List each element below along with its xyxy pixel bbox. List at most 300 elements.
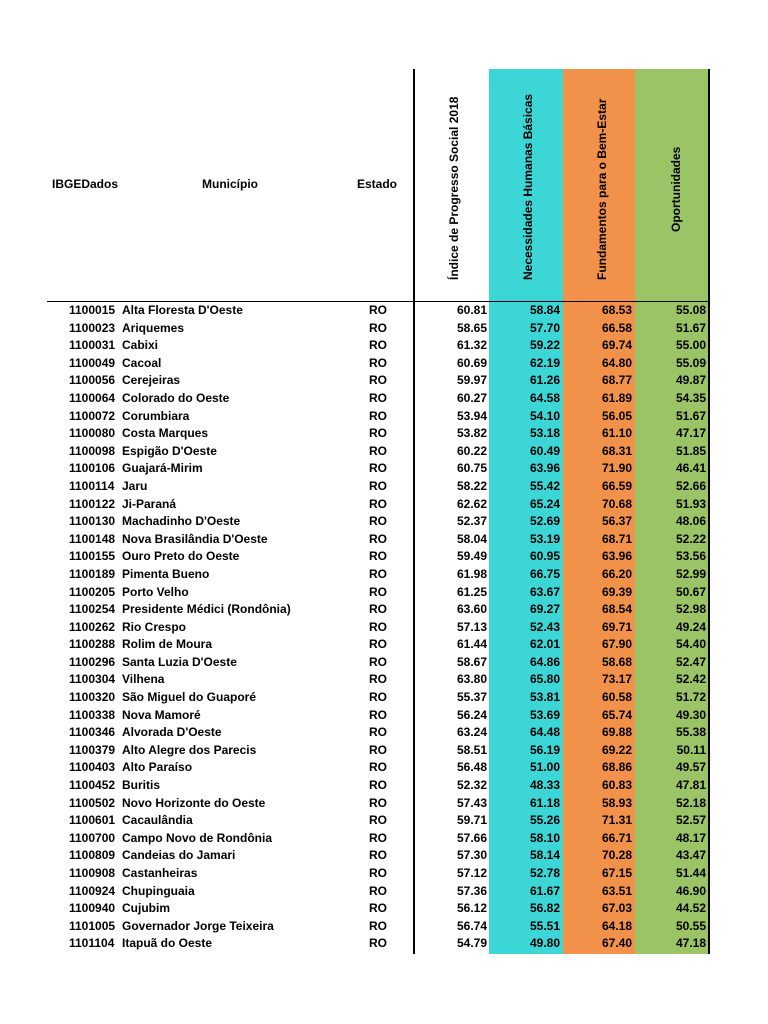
cell-code: 1100452 bbox=[69, 778, 116, 793]
cell-nhb: 53.81 bbox=[529, 690, 560, 705]
cell-municipio: Nova Brasilândia D'Oeste bbox=[122, 531, 268, 546]
cell-code: 1100122 bbox=[69, 496, 116, 511]
cell-code: 1100924 bbox=[69, 883, 116, 898]
cell-fbe: 60.58 bbox=[601, 690, 632, 705]
header-ips: Índice de Progresso Social 2018 bbox=[447, 96, 461, 280]
table-row bbox=[0, 671, 768, 689]
cell-nhb: 53.19 bbox=[529, 531, 560, 546]
table-row bbox=[0, 689, 768, 707]
cell-code: 1100320 bbox=[69, 690, 116, 705]
cell-nhb: 60.49 bbox=[529, 443, 560, 458]
cell-code: 1100049 bbox=[69, 355, 116, 370]
table-row bbox=[0, 865, 768, 883]
cell-nhb: 58.10 bbox=[529, 830, 560, 845]
cell-nhb: 63.96 bbox=[529, 461, 560, 476]
cell-opp: 43.47 bbox=[675, 848, 706, 863]
cell-fbe: 68.54 bbox=[601, 602, 632, 617]
cell-ips: 57.36 bbox=[456, 883, 487, 898]
cell-fbe: 67.15 bbox=[601, 866, 632, 880]
cell-nhb: 52.69 bbox=[529, 514, 560, 529]
table-row bbox=[0, 478, 768, 496]
cell-ips: 52.32 bbox=[456, 778, 487, 793]
cell-opp: 52.99 bbox=[675, 566, 706, 581]
cell-ips: 60.27 bbox=[456, 390, 487, 405]
table-row bbox=[0, 601, 768, 619]
table-row bbox=[0, 513, 768, 531]
cell-nhb: 49.80 bbox=[529, 936, 560, 951]
cell-estado: RO bbox=[369, 373, 387, 388]
cell-estado: RO bbox=[369, 514, 387, 529]
cell-fbe: 66.59 bbox=[601, 478, 632, 493]
cell-estado: RO bbox=[369, 602, 387, 617]
cell-opp: 51.67 bbox=[675, 320, 706, 335]
cell-ips: 58.04 bbox=[456, 531, 487, 546]
cell-ips: 57.66 bbox=[456, 830, 487, 845]
cell-opp: 46.41 bbox=[675, 461, 706, 476]
cell-fbe: 69.71 bbox=[601, 619, 632, 634]
cell-estado: RO bbox=[369, 690, 387, 705]
cell-ips: 59.49 bbox=[456, 549, 487, 564]
cell-fbe: 61.89 bbox=[601, 390, 632, 405]
cell-fbe: 69.74 bbox=[601, 338, 632, 353]
cell-ips: 58.51 bbox=[456, 742, 487, 757]
cell-fbe: 66.58 bbox=[601, 320, 632, 335]
cell-opp: 52.57 bbox=[675, 813, 706, 828]
cell-code: 1100254 bbox=[69, 602, 116, 617]
header-estado: Estado bbox=[357, 177, 398, 191]
cell-ips: 59.97 bbox=[456, 373, 487, 388]
table-row bbox=[0, 584, 768, 602]
cell-estado: RO bbox=[369, 742, 387, 757]
cell-nhb: 64.58 bbox=[529, 390, 560, 405]
cell-fbe: 67.90 bbox=[601, 637, 632, 652]
cell-fbe: 66.20 bbox=[601, 566, 632, 581]
cell-municipio: Vilhena bbox=[122, 672, 165, 687]
cell-estado: RO bbox=[369, 426, 387, 441]
cell-ips: 55.37 bbox=[456, 690, 487, 705]
cell-ips: 56.74 bbox=[456, 918, 487, 933]
table-row bbox=[0, 724, 768, 742]
cell-estado: RO bbox=[369, 795, 387, 810]
table-row bbox=[0, 830, 768, 848]
cell-nhb: 55.42 bbox=[529, 478, 560, 493]
cell-estado: RO bbox=[369, 584, 387, 599]
cell-opp: 50.11 bbox=[676, 742, 706, 757]
cell-ips: 63.24 bbox=[456, 725, 487, 740]
cell-fbe: 69.22 bbox=[601, 742, 632, 757]
table-row bbox=[0, 531, 768, 549]
cell-municipio: Colorado do Oeste bbox=[122, 390, 230, 405]
cell-opp: 48.06 bbox=[675, 514, 706, 529]
cell-estado: RO bbox=[369, 813, 387, 828]
table-row bbox=[0, 935, 768, 953]
cell-code: 1100809 bbox=[69, 848, 116, 863]
cell-municipio: Ouro Preto do Oeste bbox=[122, 549, 240, 564]
cell-ips: 61.44 bbox=[456, 637, 487, 652]
cell-ips: 56.48 bbox=[456, 760, 487, 775]
cell-opp: 51.67 bbox=[675, 408, 706, 423]
cell-code: 1100700 bbox=[69, 830, 116, 845]
cell-estado: RO bbox=[369, 672, 387, 687]
cell-municipio: Pimenta Bueno bbox=[122, 566, 210, 581]
cell-opp: 52.42 bbox=[675, 672, 706, 687]
cell-fbe: 58.93 bbox=[601, 795, 632, 810]
cell-nhb: 54.10 bbox=[529, 408, 560, 423]
cell-estado: RO bbox=[369, 918, 387, 933]
cell-estado: RO bbox=[369, 619, 387, 634]
cell-nhb: 52.78 bbox=[529, 866, 560, 880]
cell-code: 1100031 bbox=[69, 338, 116, 353]
table-row bbox=[0, 337, 768, 355]
cell-fbe: 64.80 bbox=[601, 355, 632, 370]
cell-code: 1100346 bbox=[69, 725, 116, 740]
cell-opp: 49.57 bbox=[675, 760, 706, 775]
cell-nhb: 56.82 bbox=[529, 901, 560, 916]
cell-fbe: 69.88 bbox=[601, 725, 632, 740]
cell-opp: 48.17 bbox=[675, 830, 706, 845]
cell-opp: 47.18 bbox=[675, 936, 706, 951]
table-row bbox=[0, 320, 768, 338]
cell-opp: 47.81 bbox=[675, 778, 706, 793]
cell-municipio: Alvorada D'Oeste bbox=[122, 725, 222, 740]
cell-ips: 61.98 bbox=[456, 566, 487, 581]
cell-estado: RO bbox=[369, 355, 387, 370]
cell-municipio: Novo Horizonte do Oeste bbox=[122, 795, 266, 810]
cell-municipio: Cacoal bbox=[122, 355, 162, 370]
cell-opp: 49.30 bbox=[675, 707, 706, 722]
cell-ips: 53.82 bbox=[456, 426, 487, 441]
cell-municipio: Rio Crespo bbox=[122, 619, 187, 634]
cell-opp: 51.85 bbox=[675, 443, 706, 458]
cell-municipio: Rolim de Moura bbox=[122, 637, 213, 652]
cell-nhb: 53.69 bbox=[529, 707, 560, 722]
cell-estado: RO bbox=[369, 408, 387, 423]
cell-estado: RO bbox=[369, 866, 387, 880]
cell-opp: 49.24 bbox=[675, 619, 706, 634]
table-row bbox=[0, 707, 768, 725]
cell-code: 1100098 bbox=[69, 443, 116, 458]
table-row bbox=[0, 548, 768, 566]
table-row bbox=[0, 654, 768, 672]
cell-estado: RO bbox=[369, 531, 387, 546]
cell-fbe: 69.39 bbox=[601, 584, 632, 599]
cell-opp: 54.35 bbox=[675, 390, 706, 405]
cell-municipio: Alto Paraíso bbox=[122, 760, 193, 775]
cell-fbe: 70.28 bbox=[601, 848, 632, 863]
cell-code: 1100080 bbox=[69, 426, 116, 441]
cell-fbe: 63.96 bbox=[601, 549, 632, 564]
cell-fbe: 58.68 bbox=[601, 654, 632, 669]
cell-code: 1100023 bbox=[69, 320, 116, 335]
cell-ips: 59.71 bbox=[456, 813, 487, 828]
cell-nhb: 61.67 bbox=[529, 883, 560, 898]
cell-nhb: 58.14 bbox=[529, 848, 560, 863]
cell-municipio: Cujubim bbox=[122, 901, 170, 916]
cell-ips: 60.81 bbox=[456, 303, 487, 317]
cell-nhb: 55.26 bbox=[529, 813, 560, 828]
table-row bbox=[0, 302, 768, 320]
cell-nhb: 48.33 bbox=[529, 778, 560, 793]
header-ibge: IBGEDados bbox=[52, 177, 119, 191]
cell-nhb: 64.86 bbox=[529, 654, 560, 669]
cell-fbe: 68.86 bbox=[601, 760, 632, 775]
cell-code: 1100114 bbox=[69, 478, 115, 493]
cell-municipio: Guajará-Mirim bbox=[122, 461, 203, 476]
cell-nhb: 51.00 bbox=[529, 760, 560, 775]
cell-municipio: Cacaulândia bbox=[122, 813, 193, 828]
table-row bbox=[0, 496, 768, 514]
cell-opp: 51.93 bbox=[675, 496, 706, 511]
header-nhb: Necessidades Humanas Básicas bbox=[521, 93, 535, 280]
cell-estado: RO bbox=[369, 707, 387, 722]
cell-opp: 52.22 bbox=[675, 531, 706, 546]
cell-code: 1100155 bbox=[69, 549, 116, 564]
cell-estado: RO bbox=[369, 338, 387, 353]
cell-municipio: Alta Floresta D'Oeste bbox=[122, 303, 243, 317]
cell-nhb: 62.01 bbox=[529, 637, 560, 652]
cell-fbe: 56.37 bbox=[601, 514, 632, 529]
cell-opp: 52.66 bbox=[675, 478, 706, 493]
cell-municipio: Candeias do Jamari bbox=[122, 848, 236, 863]
cell-opp: 52.98 bbox=[675, 602, 706, 617]
cell-opp: 52.18 bbox=[675, 795, 706, 810]
cell-fbe: 67.40 bbox=[601, 936, 632, 951]
cell-estado: RO bbox=[369, 320, 387, 335]
cell-fbe: 60.83 bbox=[601, 778, 632, 793]
cell-opp: 55.00 bbox=[675, 338, 706, 353]
cell-code: 1100262 bbox=[69, 619, 116, 634]
cell-code: 1100056 bbox=[69, 373, 116, 388]
cell-estado: RO bbox=[369, 936, 387, 951]
cell-opp: 55.09 bbox=[675, 355, 706, 370]
table-row bbox=[0, 900, 768, 918]
table-row bbox=[0, 460, 768, 478]
cell-municipio: Itapuã do Oeste bbox=[122, 936, 213, 951]
table-row bbox=[0, 619, 768, 637]
cell-ips: 53.94 bbox=[456, 408, 487, 423]
cell-opp: 55.38 bbox=[675, 725, 706, 740]
header-opp: Oportunidades bbox=[669, 146, 683, 232]
cell-opp: 51.44 bbox=[675, 866, 706, 880]
cell-code: 1100296 bbox=[69, 654, 116, 669]
cell-estado: RO bbox=[369, 901, 387, 916]
cell-ips: 57.43 bbox=[456, 795, 487, 810]
cell-ips: 56.24 bbox=[456, 707, 487, 722]
table-row bbox=[0, 355, 768, 373]
cell-estado: RO bbox=[369, 496, 387, 511]
cell-code: 1100189 bbox=[69, 566, 116, 581]
cell-nhb: 59.22 bbox=[529, 338, 560, 353]
cell-opp: 50.67 bbox=[675, 584, 706, 599]
cell-estado: RO bbox=[369, 637, 387, 652]
cell-opp: 50.55 bbox=[675, 918, 706, 933]
cell-estado: RO bbox=[369, 303, 387, 317]
cell-code: 1101104 bbox=[69, 936, 115, 951]
table-row bbox=[0, 443, 768, 461]
cell-fbe: 71.31 bbox=[601, 813, 632, 828]
cell-code: 1100304 bbox=[69, 672, 116, 687]
table-row bbox=[0, 408, 768, 426]
table-row bbox=[0, 759, 768, 777]
cell-municipio: Espigão D'Oeste bbox=[122, 443, 217, 458]
cell-municipio: São Miguel do Guaporé bbox=[122, 690, 257, 705]
cell-code: 1100130 bbox=[69, 514, 116, 529]
cell-code: 1100601 bbox=[69, 813, 116, 828]
cell-municipio: Nova Mamoré bbox=[122, 707, 201, 722]
cell-estado: RO bbox=[369, 390, 387, 405]
cell-fbe: 68.31 bbox=[601, 443, 632, 458]
cell-ips: 56.12 bbox=[456, 901, 487, 916]
cell-nhb: 64.48 bbox=[529, 725, 560, 740]
cell-code: 1100015 bbox=[69, 303, 116, 317]
cell-fbe: 63.51 bbox=[601, 883, 632, 898]
cell-code: 1100403 bbox=[69, 760, 116, 775]
cell-nhb: 61.18 bbox=[529, 795, 560, 810]
cell-code: 1100064 bbox=[69, 390, 116, 405]
cell-opp: 53.56 bbox=[675, 549, 706, 564]
cell-ips: 63.80 bbox=[456, 672, 487, 687]
cell-municipio: Ariquemes bbox=[122, 320, 185, 335]
cell-municipio: Buritis bbox=[122, 778, 161, 793]
cell-nhb: 57.70 bbox=[529, 320, 560, 335]
cell-code: 1100148 bbox=[69, 531, 116, 546]
cell-code: 1100908 bbox=[69, 866, 116, 880]
cell-municipio: Alto Alegre dos Parecis bbox=[122, 742, 257, 757]
cell-estado: RO bbox=[369, 760, 387, 775]
table-row bbox=[0, 566, 768, 584]
cell-fbe: 68.53 bbox=[601, 303, 632, 317]
cell-fbe: 70.68 bbox=[601, 496, 632, 511]
cell-municipio: Jaru bbox=[122, 478, 148, 493]
cell-opp: 47.17 bbox=[675, 426, 706, 441]
table-row bbox=[0, 372, 768, 390]
table-row bbox=[0, 918, 768, 936]
cell-nhb: 66.75 bbox=[529, 566, 560, 581]
cell-municipio: Santa Luzia D'Oeste bbox=[122, 654, 237, 669]
table-row bbox=[0, 425, 768, 443]
cell-municipio: Castanheiras bbox=[122, 866, 198, 880]
cell-municipio: Cerejeiras bbox=[122, 373, 181, 388]
cell-fbe: 56.05 bbox=[601, 408, 632, 423]
cell-code: 1100338 bbox=[69, 707, 116, 722]
cell-opp: 44.52 bbox=[675, 901, 706, 916]
cell-ips: 52.37 bbox=[456, 514, 487, 529]
cell-fbe: 68.71 bbox=[601, 531, 632, 546]
cell-nhb: 65.80 bbox=[529, 672, 560, 687]
cell-municipio: Chupinguaia bbox=[122, 883, 195, 898]
cell-code: 1100502 bbox=[69, 795, 116, 810]
cell-nhb: 52.43 bbox=[529, 619, 560, 634]
cell-code: 1100379 bbox=[69, 742, 116, 757]
table-row bbox=[0, 847, 768, 865]
cell-fbe: 68.77 bbox=[601, 373, 632, 388]
cell-municipio: Governador Jorge Teixeira bbox=[122, 918, 274, 933]
cell-ips: 60.22 bbox=[456, 443, 487, 458]
table-body bbox=[0, 302, 768, 953]
cell-nhb: 60.95 bbox=[529, 549, 560, 564]
cell-nhb: 62.19 bbox=[529, 355, 560, 370]
cell-municipio: Costa Marques bbox=[122, 426, 209, 441]
header-fbe: Fundamentos para o Bem-Estar bbox=[595, 98, 609, 280]
cell-municipio: Ji-Paraná bbox=[122, 496, 177, 511]
cell-estado: RO bbox=[369, 549, 387, 564]
cell-ips: 60.75 bbox=[456, 461, 487, 476]
cell-municipio: Campo Novo de Rondônia bbox=[122, 830, 272, 845]
table-row bbox=[0, 390, 768, 408]
cell-ips: 62.62 bbox=[456, 496, 487, 511]
cell-ips: 58.67 bbox=[456, 654, 487, 669]
cell-fbe: 73.17 bbox=[601, 672, 632, 687]
cell-estado: RO bbox=[369, 566, 387, 581]
table-row bbox=[0, 812, 768, 830]
cell-estado: RO bbox=[369, 883, 387, 898]
cell-opp: 52.47 bbox=[675, 654, 706, 669]
cell-ips: 60.69 bbox=[456, 355, 487, 370]
cell-nhb: 55.51 bbox=[529, 918, 560, 933]
cell-code: 1101005 bbox=[69, 918, 116, 933]
table-row bbox=[0, 636, 768, 654]
cell-code: 1100072 bbox=[69, 408, 116, 423]
cell-fbe: 65.74 bbox=[601, 707, 632, 722]
cell-opp: 46.90 bbox=[675, 883, 706, 898]
cell-nhb: 63.67 bbox=[529, 584, 560, 599]
cell-opp: 49.87 bbox=[675, 373, 706, 388]
cell-estado: RO bbox=[369, 778, 387, 793]
cell-estado: RO bbox=[369, 830, 387, 845]
cell-estado: RO bbox=[369, 725, 387, 740]
table-row bbox=[0, 742, 768, 760]
cell-code: 1100288 bbox=[69, 637, 116, 652]
cell-code: 1100940 bbox=[69, 901, 116, 916]
cell-opp: 55.08 bbox=[675, 303, 706, 317]
cell-nhb: 53.18 bbox=[529, 426, 560, 441]
cell-ips: 61.25 bbox=[456, 584, 487, 599]
cell-nhb: 56.19 bbox=[529, 742, 560, 757]
table-row bbox=[0, 883, 768, 901]
cell-municipio: Corumbiara bbox=[122, 408, 190, 423]
cell-estado: RO bbox=[369, 478, 387, 493]
cell-ips: 61.32 bbox=[456, 338, 487, 353]
cell-fbe: 66.71 bbox=[601, 830, 632, 845]
cell-ips: 58.22 bbox=[456, 478, 487, 493]
cell-nhb: 61.26 bbox=[529, 373, 560, 388]
cell-opp: 51.72 bbox=[675, 690, 706, 705]
cell-estado: RO bbox=[369, 443, 387, 458]
cell-ips: 63.60 bbox=[456, 602, 487, 617]
cell-ips: 57.12 bbox=[456, 866, 487, 880]
cell-municipio: Porto Velho bbox=[122, 584, 189, 599]
table-row bbox=[0, 777, 768, 795]
cell-ips: 57.13 bbox=[456, 619, 487, 634]
cell-ips: 57.30 bbox=[456, 848, 487, 863]
header-municipio: Município bbox=[202, 177, 258, 191]
cell-nhb: 65.24 bbox=[529, 496, 560, 511]
cell-estado: RO bbox=[369, 848, 387, 863]
cell-fbe: 71.90 bbox=[601, 461, 632, 476]
cell-code: 1100106 bbox=[69, 461, 116, 476]
cell-code: 1100205 bbox=[69, 584, 116, 599]
cell-ips: 54.79 bbox=[456, 936, 487, 951]
cell-fbe: 67.03 bbox=[601, 901, 632, 916]
cell-estado: RO bbox=[369, 654, 387, 669]
cell-municipio: Presidente Médici (Rondônia) bbox=[122, 602, 291, 617]
cell-opp: 54.40 bbox=[675, 637, 706, 652]
cell-municipio: Machadinho D'Oeste bbox=[122, 514, 241, 529]
cell-ips: 58.65 bbox=[456, 320, 487, 335]
cell-fbe: 64.18 bbox=[601, 918, 632, 933]
cell-municipio: Cabixi bbox=[122, 338, 159, 353]
cell-estado: RO bbox=[369, 461, 387, 476]
